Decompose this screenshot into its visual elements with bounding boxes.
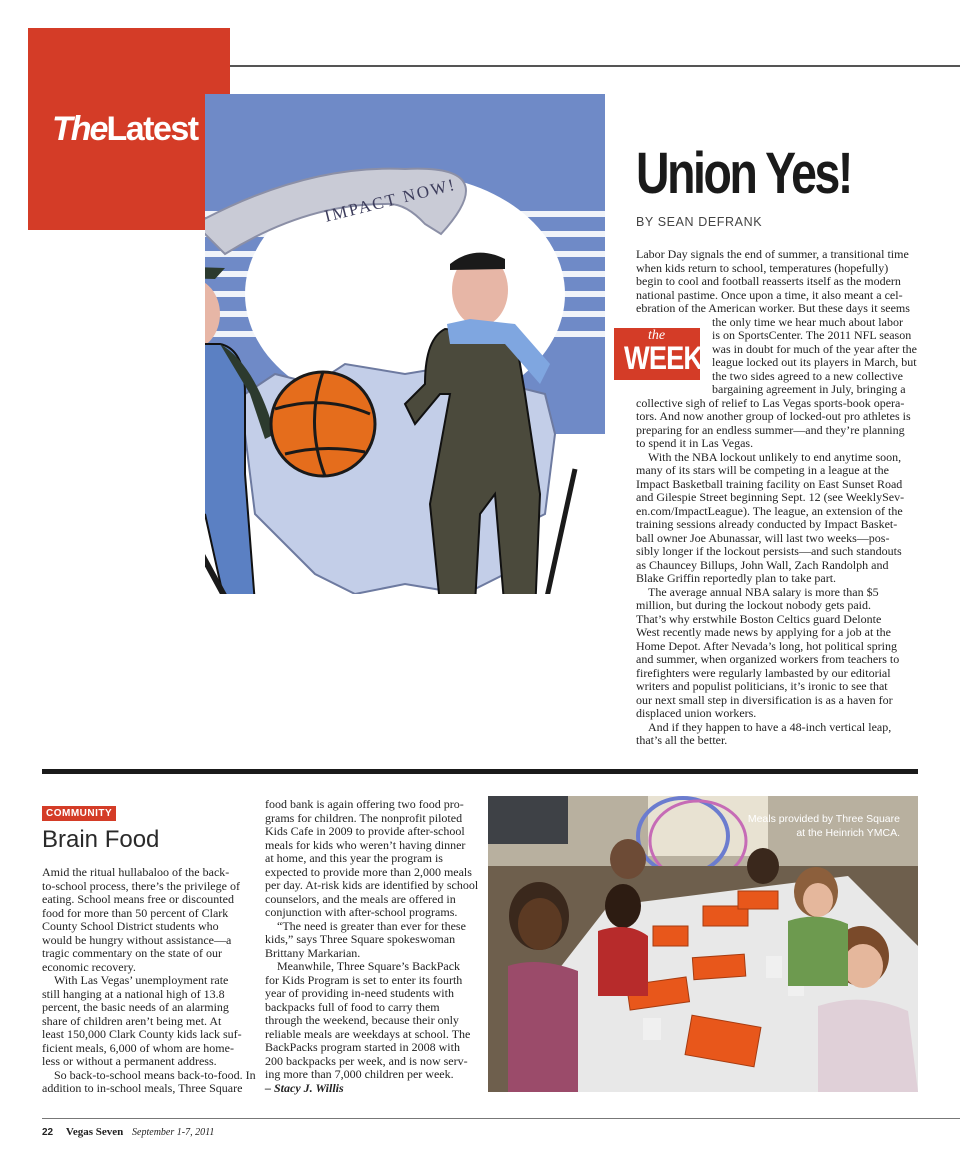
text-line: through the weekend, because their only <box>265 1013 459 1027</box>
feature-text-line: training sessions already conducted by Impact Basket- <box>636 517 898 531</box>
feature-text-line: And if they happen to have a 48-inch vertical leap, <box>648 719 892 734</box>
feature-illustration <box>205 94 605 594</box>
feature-text-line: to spend it in Las Vegas. <box>636 436 754 450</box>
feature-text-line: displaced union workers. <box>636 706 757 720</box>
text-line: still hanging at a national high of 13.8 <box>42 986 225 1001</box>
magazine-name: Vegas Seven <box>65 1126 124 1138</box>
text-line: meals for kids who weren’t having dinner <box>265 837 466 852</box>
feature-text-line: writers and populist politicians, it’s ironic to see that <box>636 679 888 693</box>
text-line: backpacks full of food to carry them <box>265 999 440 1014</box>
feature-text-line: sibly longer if the lockout persists—and such standouts <box>636 544 902 558</box>
category-tag: COMMUNITY <box>42 806 116 821</box>
feature-text-line: the two sides agreed to a new collective <box>712 368 903 383</box>
feature-text-line: national pastime. Once upon a time, it also meant a cel- <box>636 287 903 302</box>
text-line: year of providing in-need students with <box>265 986 454 1000</box>
the-week-badge-week: WEEK <box>624 340 703 376</box>
photo-caption <box>748 812 900 840</box>
feature-text-line: our next small step in diversification is as a haven for <box>636 692 893 707</box>
text-line: ficient meals, 6,000 of whom are home- <box>42 1040 234 1055</box>
feature-text-line: is on SportsCenter. The 2011 NFL season <box>712 328 912 342</box>
text-line: So back-to-school means back-to-food. In <box>54 1067 256 1082</box>
text-line: would be hungry without assistance—a <box>42 932 232 947</box>
feature-text-line: preparing for an endless summer—and they’re planning <box>636 422 905 437</box>
text-line: grams for children. The nonprofit piloted <box>265 810 463 825</box>
text-line: 200 backpacks per week, and is now serv- <box>265 1053 468 1068</box>
feature-text-line: en.com/ImpactLeague). The league, an extension of the <box>636 503 903 518</box>
text-line: conjunction with after-school programs. <box>265 905 458 919</box>
text-line: for Kids Program is set to enter its fourth <box>265 972 463 987</box>
feature-text-line: bargaining agreement in July, bringing a <box>712 382 906 396</box>
text-line: less or without a permanent address. <box>42 1054 217 1068</box>
issue-date: September 1-7, 2011 <box>132 1127 215 1138</box>
text-line: Brittany Markarian. <box>265 945 361 960</box>
feature-text-line: Impact Basketball training facility on East Sunset Road <box>636 476 903 491</box>
text-line: ing more than 7,000 children per week. <box>265 1067 454 1081</box>
feature-text-line: million, but during the lockout nobody gets paid. <box>636 598 871 612</box>
section-label <box>52 110 198 149</box>
text-line: County School District students who <box>42 919 219 933</box>
feature-text-line: and Gilespie Street beginning Sept. 12 (see WeeklySev- <box>636 490 905 504</box>
feature-text-line: was in doubt for much of the year after the <box>712 341 917 356</box>
story-column-1 <box>42 865 256 1096</box>
text-line: tragic commentary on the state of our <box>42 946 222 960</box>
section-label-latest: Latest <box>106 110 198 148</box>
feature-text-line: the only time we hear much about labor <box>712 314 903 329</box>
feature-text-line: many of its stars will be competing in a league at the <box>636 463 889 477</box>
feature-text-line: Home Depot. After Nevada’s long, hot political spring <box>636 638 897 653</box>
text-line: “The need is greater than ever for these <box>277 918 466 933</box>
text-line: at home, and this year the program is <box>265 851 443 865</box>
text-line: addition to in-school meals, Three Square <box>42 1081 243 1095</box>
feature-text-line: Blake Griffin reportedly plan to take part. <box>636 571 837 585</box>
page-footer <box>42 1126 214 1138</box>
feature-text-line: and summer, when organized workers from teachers to <box>636 652 900 666</box>
photo-caption-line: Meals provided by Three Square <box>747 813 900 825</box>
feature-text-line: ball owner Joe Abunassar, will last two weeks—pos- <box>636 530 890 545</box>
workers-illustration <box>205 94 605 594</box>
feature-text-line: Labor Day signals the end of summer, a transitional time <box>636 247 909 261</box>
text-line: to-school process, there’s the privilege of <box>42 878 240 893</box>
text-line: least 150,000 Clark County kids lack suf- <box>42 1027 242 1041</box>
text-line: kids,” says Three Square spokeswoman <box>265 932 456 946</box>
footer-rule <box>42 1118 960 1119</box>
text-line: counselors, and the meals are offered in <box>265 891 456 906</box>
the-week-badge-the: the <box>648 328 666 343</box>
top-rule <box>230 65 960 67</box>
text-line: share of children aren’t being met. At <box>42 1013 222 1028</box>
feature-text-line: that’s all the better. <box>636 733 728 747</box>
feature-text-line: West recently made news by applying for a job at the <box>636 625 891 639</box>
illustration-banner-text: IMPACT NOW! <box>322 174 459 226</box>
text-line: With Las Vegas’ unemployment rate <box>54 973 229 987</box>
section-divider <box>42 769 918 774</box>
feature-text-line: when kids return to school, temperatures (hopefully) <box>636 260 889 275</box>
text-line: economic recovery. <box>42 959 136 974</box>
story-photo <box>488 796 918 1092</box>
feature-text-line: begin to cool and football reasserts itself as the modern <box>636 274 901 288</box>
section-label-the: The <box>52 110 107 148</box>
feature-text-line: The average annual NBA salary is more than $5 <box>648 584 879 599</box>
text-line: percent, the basic needs of an alarming <box>42 1000 229 1014</box>
feature-text-line: That’s why erstwhile Boston Celtics guard Delonte <box>636 611 882 626</box>
feature-text-line: firefighters were regularly lambasted by our editorial <box>636 665 891 680</box>
text-line: food for more than 50 percent of Clark <box>42 905 229 920</box>
feature-text-line: With the NBA lockout unlikely to end anytime soon, <box>648 449 902 464</box>
text-line: eating. School means free or discounted <box>42 892 234 906</box>
text-line: reliable meals are weekdays at school. The <box>265 1026 471 1041</box>
text-line: expected to provide more than 2,000 meals <box>265 864 472 879</box>
photo-caption-line: at the Heinrich YMCA. <box>796 827 900 839</box>
feature-headline: Union Yes! <box>636 141 851 206</box>
text-line: Amid the ritual hullabaloo of the back- <box>42 865 230 879</box>
children-eating-photo <box>488 796 918 1092</box>
author-signature: – Stacy J. Willis <box>265 1080 344 1095</box>
text-line: per day. At-risk kids are identified by school <box>265 878 479 892</box>
story-title: Brain Food <box>42 826 160 853</box>
feature-text-line: as Chauncey Billups, John Wall, Zach Randolph and <box>636 557 889 572</box>
feature-text-line: ebration of the American worker. But these days it seems <box>636 301 910 315</box>
text-line: food bank is again offering two food pro- <box>265 797 464 811</box>
feature-text-line: league locked out its players in March, but <box>712 355 917 369</box>
feature-text-line: collective sigh of relief to Las Vegas sports-book opera- <box>636 395 905 410</box>
story-column-2 <box>265 797 479 1095</box>
text-line: Meanwhile, Three Square’s BackPack <box>277 959 461 973</box>
page-number: 22 <box>42 1127 54 1138</box>
feature-text-line: tors. And now another group of locked-out pro athletes is <box>636 409 911 423</box>
feature-byline: BY SEAN DEFRANK <box>636 215 763 229</box>
text-line: Kids Cafe in 2009 to provide after-school <box>265 824 465 838</box>
text-line: BackPacks program started in 2008 with <box>265 1040 460 1054</box>
